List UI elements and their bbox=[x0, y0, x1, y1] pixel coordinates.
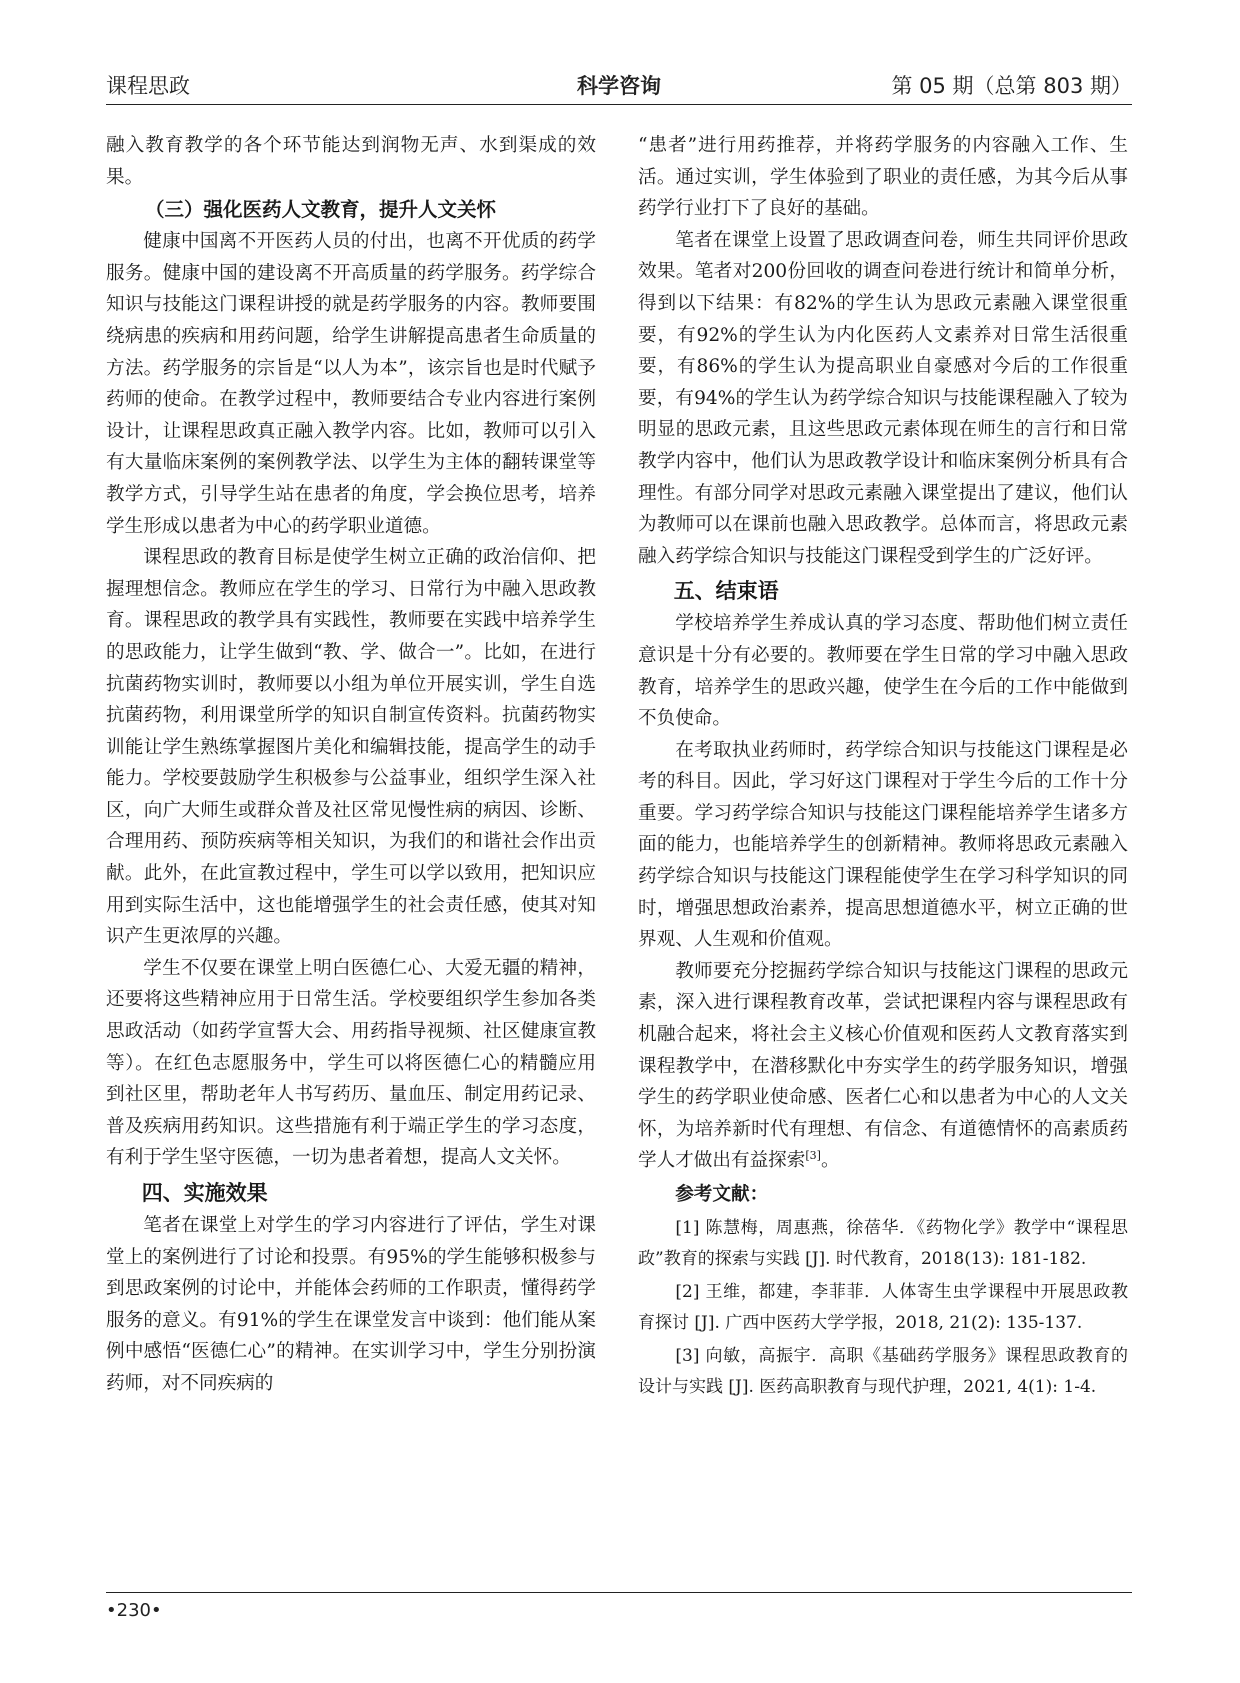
paragraph: 学校培养学生养成认真的学习态度、帮助他们树立责任意识是十分有必要的。教师要在学生日常的学习中融入思政教育，培养学生的思政兴趣，使学生在今后的工作中能做到不负使命。 bbox=[638, 613, 1128, 730]
footer-rule bbox=[106, 1592, 1132, 1593]
paragraph: 课程思政的教育目标是使学生树立正确的政治信仰、把握理想信念。教师应在学生的学习、日常行为中融入思政教育。课程思政的教学具有实践性，教师要在实践中培养学生的思政能力，让学生做到“教、学、做合一”。比如，在进行抗菌药物实训时，教师要以小组为单位开展实训，学生自选抗菌药物，利用课堂所学的知识自制宣传资料。抗菌药物实训能让学生熟练掌握图片美化和编辑技能，提高学生的动手能力。学校要鼓励学生积极参与公益事业，组织学生深入社区，向广大师生或群众普及社区常见慢性病的病因、诊断、合理用药、预防疾病等相关知识，为我们的和谐社会作出贡献。此外，在此宣教过程中，学生可以学以致用，把知识应用到实际生活中，这也能增强学生的社会责任感，使其对知识产生更浓厚的兴趣。 bbox=[106, 547, 596, 948]
reference-item: [3] 向敏，高振宇．高职《基础药学服务》课程思政教育的设计与实践 [J]. 医药高职教育与现代护理，2021, 4(1): 1-4. bbox=[638, 1346, 1128, 1397]
paragraph: 学生不仅要在课堂上明白医德仁心、大爱无疆的精神，还要将这些精神应用于日常生活。学校要组织学生参加各类思政活动（如药学宣誓大会、用药指导视频、社区健康宣教等）。在红色志愿服务中，学生可以将医德仁心的精髓应用到社区里，帮助老年人书写药历、量血压、制定用药记录、普及疾病用药知识。这些措施有利于端正学生的学习态度，有利于学生坚守医德，一切为患者着想，提高人文关怀。 bbox=[106, 957, 596, 1169]
reference-item: [1] 陈慧梅，周惠燕，徐蓓华．《药物化学》教学中“课程思政”教育的探索与实践 [J]. 时代教育，2018(13): 181-182. bbox=[638, 1218, 1128, 1269]
paragraph: 笔者在课堂上对学生的学习内容进行了评估，学生对课堂上的案例进行了讨论和投票。有95%的学生能够积极参与到思政案例的讨论中，并能体会药师的工作职责，懂得药学服务的意义。有91%的学生在课堂发言中谈到：他们能从案例中感悟“医德仁心”的精神。在实训学习中，学生分别扮演药师，对不同疾病的 bbox=[106, 1215, 596, 1394]
section-heading: 四、实施效果 bbox=[141, 1181, 268, 1205]
header-rule bbox=[106, 104, 1132, 105]
running-header bbox=[106, 68, 1132, 104]
page-number: •230• bbox=[106, 1600, 162, 1621]
subsection-heading: （三）强化医药人文教育，提升人文关怀 bbox=[145, 198, 497, 222]
paragraph: 笔者在课堂上设置了思政调查问卷，师生共同评价思政效果。笔者对200份回收的调查问卷进行统计和简单分析，得到以下结果：有82%的学生认为思政元素融入课堂很重要，有92%的学生认为内化医药人文素养对日常生活很重要，有86%的学生认为提高职业自豪感对今后的工作很重要，有94%的学生认为药学综合知识与技能课程融入了较为明显的思政元素，且这些思政元素体现在师生的言行和日常教学内容中，他们认为思政教学设计和临床案例分析具有合理性。有部分同学对思政元素融入课堂提出了建议，他们认为教师可以在课前也融入思政教学。总体而言，将思政元素融入药学综合知识与技能这门课程受到学生的广泛好评。 bbox=[638, 229, 1128, 567]
reference-item: [2] 王维，都建，李菲菲．人体寄生虫学课程中开展思政教育探讨 [J]. 广西中医药大学学报，2018, 21(2): 135-137. bbox=[638, 1282, 1128, 1333]
paragraph: 在考取执业药师时，药学综合知识与技能这门课程是必考的科目。因此，学习好这门课程对于学生今后的工作十分重要。学习药学综合知识与技能这门课程能培养学生诸多方面的能力，也能培养学生的创新精神。教师将思政元素融入药学综合知识与技能这门课程能使学生在学习科学知识的同时，增强思想政治素养，提高思想道德水平，树立正确的世界观、人生观和价值观。 bbox=[638, 739, 1128, 951]
header-section-label: 课程思政 bbox=[106, 74, 190, 98]
issue-label: 第 05 期（总第 803 期） bbox=[891, 74, 1132, 98]
paragraph: 融入教育教学的各个环节能达到润物无声、水到渠成的效果。 bbox=[106, 135, 596, 188]
right-column bbox=[638, 130, 1128, 1403]
journal-title: 科学咨询 bbox=[577, 74, 661, 98]
paragraph: 健康中国离不开医药人员的付出，也离不开优质的药学服务。健康中国的建设离不开高质量的药学服务。药学综合知识与技能这门课程讲授的就是药学服务的内容。教师要围绕病患的疾病和用药问题，给学生讲解提高患者生命质量的方法。药学服务的宗旨是“以人为本”，该宗旨也是时代赋予药师的使命。在教学过程中，教师要结合专业内容进行案例设计，让课程思政真正融入教学内容。比如，教师可以引入有大量临床案例的案例教学法、以学生为主体的翻转课堂等教学方式，引导学生站在患者的角度，学会换位思考，培养学生形成以患者为中心的药学职业道德。 bbox=[106, 231, 596, 537]
left-column bbox=[106, 130, 596, 1400]
references-heading: 参考文献： bbox=[675, 1184, 769, 1205]
section-heading: 五、结束语 bbox=[673, 579, 779, 604]
paragraph-end: 。 bbox=[820, 1150, 840, 1172]
citation-marker: [3] bbox=[805, 1149, 821, 1163]
paragraph: “患者”进行用药推荐，并将药学服务的内容融入工作、生活。通过实训，学生体验到了职业的责任感，为其今后从事药学行业打下了良好的基础。 bbox=[638, 135, 1128, 220]
paragraph-text: 教师要充分挖掘药学综合知识与技能这门课程的思政元素，深入进行课程教育改革，尝试把课程内容与课程思政有机融合起来，将社会主义核心价值观和医药人文教育落实到课程教学中，在潜移默化中夯实学生的药学服务知识，增强学生的药学职业使命感、医者仁心和以患者为中心的人文关怀，为培养新时代有理想、有信念、有道德情怀的高素质药学人才做出有益探索 bbox=[638, 960, 1128, 1172]
paragraph bbox=[638, 956, 1128, 1177]
